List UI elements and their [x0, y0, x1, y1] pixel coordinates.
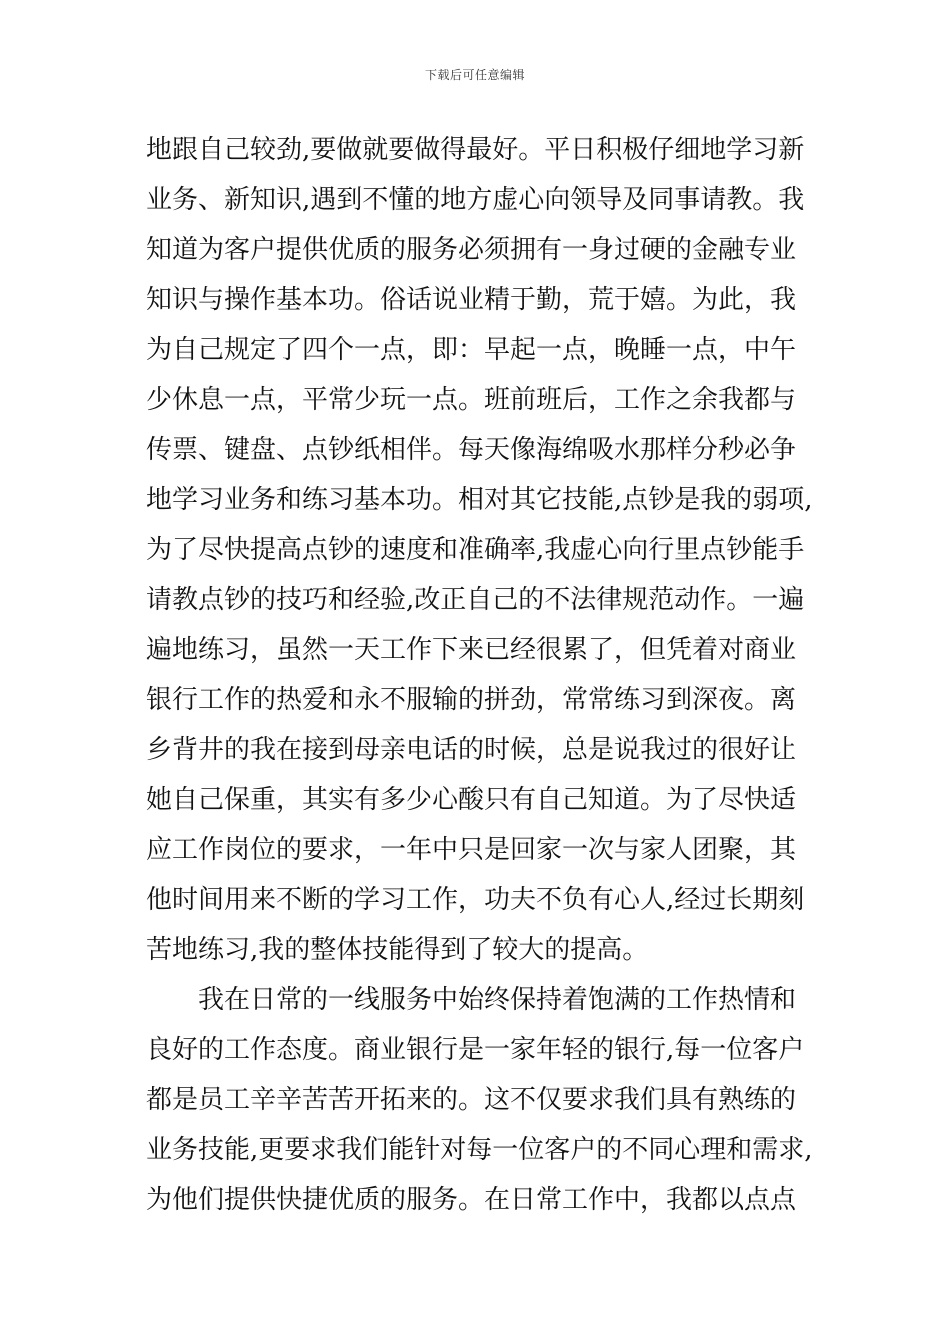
paragraph-2 [146, 975, 826, 1225]
text-line: 遍地练习，虽然一天工作下来已经很累了，但凭着对商业 [146, 635, 797, 665]
text-line: 乡背井的我在接到母亲电话的时候，总是说我过的很好让 [146, 735, 797, 765]
text-line: 业务、新知识,遇到不懂的地方虚心向领导及同事请教。我 [146, 185, 805, 215]
text-line: 她自己保重，其实有多少心酸只有自己知道。为了尽快适 [146, 785, 797, 815]
text-line: 地跟自己较劲,要做就要做得最好。平日积极仔细地学习新 [146, 135, 805, 165]
text-line: 知识与操作基本功。俗话说业精于勤，荒于嬉。为此，我 [146, 285, 797, 315]
text-line: 少休息一点，平常少玩一点。班前班后，工作之余我都与 [146, 385, 797, 415]
text-line: 知道为客户提供优质的服务必须拥有一身过硬的金融专业 [146, 235, 797, 265]
text-line: 为他们提供快捷优质的服务。在日常工作中，我都以点点 [146, 1185, 797, 1215]
text-line: 我在日常的一线服务中始终保持着饱满的工作热情和 [146, 985, 797, 1015]
text-line: 地学习业务和练习基本功。相对其它技能,点钞是我的弱项, [146, 485, 813, 515]
text-line: 应工作岗位的要求，一年中只是回家一次与家人团聚，其 [146, 835, 797, 865]
text-line: 为自己规定了四个一点，即：早起一点，晚睡一点，中午 [146, 335, 797, 365]
text-line: 为了尽快提高点钞的速度和准确率,我虚心向行里点钞能手 [146, 535, 805, 565]
text-line: 苦地练习,我的整体技能得到了较大的提高。 [146, 935, 649, 965]
text-line: 他时间用来不断的学习工作，功夫不负有心人,经过长期刻 [146, 885, 805, 915]
text-line: 银行工作的热爱和永不服输的拼劲，常常练习到深夜。离 [146, 685, 797, 715]
page-header: 下载后可任意编辑 [424, 68, 525, 82]
text-line: 请教点钞的技巧和经验,改正自己的不法律规范动作。一遍 [146, 585, 805, 615]
paragraph-1 [146, 125, 826, 975]
text-line: 业务技能,更要求我们能针对每一位客户的不同心理和需求, [146, 1135, 813, 1165]
text-line: 都是员工辛辛苦苦开拓来的。这不仅要求我们具有熟练的 [146, 1085, 797, 1115]
document-body [146, 125, 826, 1225]
text-line: 传票、键盘、点钞纸相伴。每天像海绵吸水那样分秒必争 [146, 435, 797, 465]
text-line: 良好的工作态度。商业银行是一家年轻的银行,每一位客户 [146, 1035, 805, 1065]
